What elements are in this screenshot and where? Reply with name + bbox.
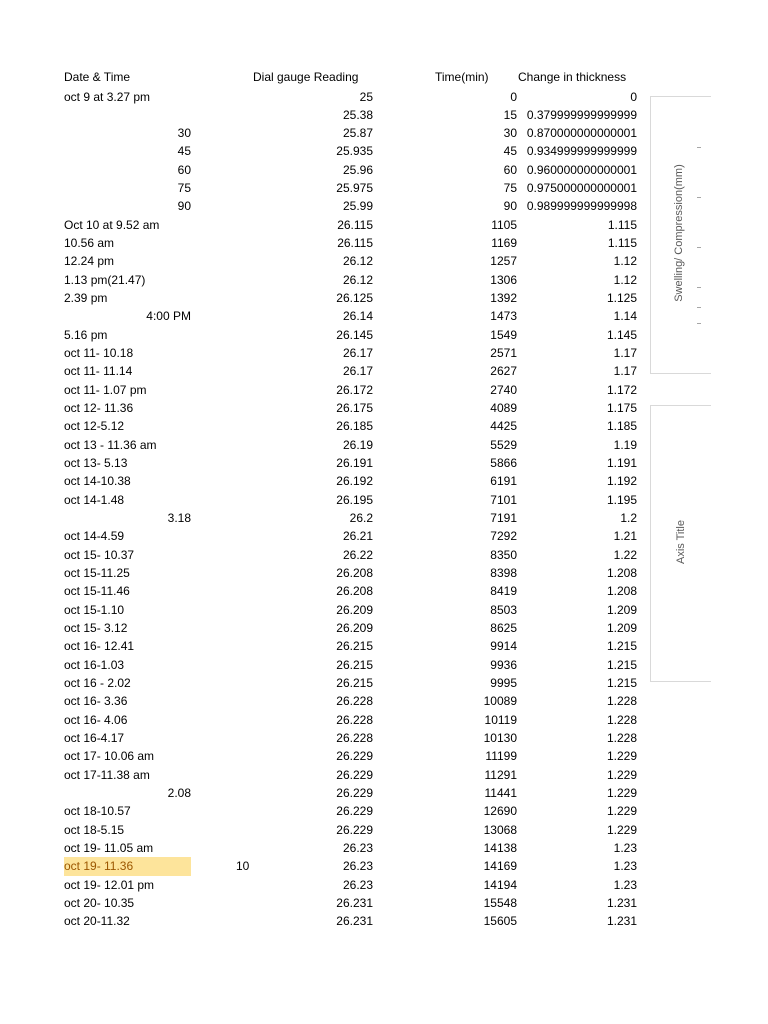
cell-time-min[interactable]: 1549 (490, 327, 517, 342)
cell-change-thickness[interactable]: 1.12 (613, 272, 637, 287)
table-row (0, 436, 700, 454)
table-row (0, 326, 700, 344)
table-row (0, 454, 700, 472)
cell-change-thickness[interactable]: 1.2 (620, 511, 637, 526)
cell-time-min[interactable]: 5529 (490, 437, 517, 452)
table-row (0, 637, 700, 655)
cell-date-time[interactable]: oct 17- 10.06 am (64, 749, 155, 764)
cell-dial-reading[interactable]: 26.215 (336, 657, 373, 672)
table-row (0, 179, 700, 197)
cell-dial-reading[interactable]: 26.2 (349, 511, 373, 526)
cell-time-min[interactable]: 8625 (490, 621, 517, 636)
cell-dial-reading[interactable]: 26.22 (342, 547, 373, 562)
cell-change-thickness[interactable]: 1.228 (606, 694, 637, 709)
cell-change-thickness[interactable]: 1.191 (606, 456, 637, 471)
cell-change-thickness[interactable]: 0.934999999999999 (526, 144, 637, 159)
cell-dial-reading[interactable]: 26.209 (336, 621, 373, 636)
table-row (0, 656, 700, 674)
cell-dial-reading[interactable]: 26.228 (336, 694, 373, 709)
cell-dial-reading[interactable]: 26.125 (336, 291, 373, 306)
cell-date-time[interactable]: oct 15-1.10 (64, 602, 125, 617)
cell-time-min[interactable]: 45 (503, 144, 517, 159)
table-row (0, 491, 700, 509)
cell-date-time[interactable]: oct 18-10.57 (64, 804, 131, 819)
cell-time-min[interactable]: 1392 (490, 291, 517, 306)
cell-dial-reading[interactable]: 25 (359, 89, 373, 104)
cell-time-min[interactable]: 9936 (490, 657, 517, 672)
table-row (0, 784, 700, 802)
cell-time-min[interactable]: 15605 (483, 914, 517, 929)
cell-change-thickness[interactable]: 1.23 (613, 841, 637, 856)
table-row (0, 271, 700, 289)
table-row (0, 546, 700, 564)
cell-dial-reading[interactable]: 26.21 (342, 529, 373, 544)
table-row (0, 216, 700, 234)
cell-date-time[interactable]: oct 12-5.12 (64, 419, 125, 434)
header-row (0, 68, 700, 86)
cell-change-thickness[interactable]: 1.229 (606, 804, 637, 819)
table-row (0, 344, 700, 362)
cell-change-thickness[interactable]: 1.229 (606, 786, 637, 801)
cell-dial-reading[interactable]: 26.228 (336, 731, 373, 746)
cell-date-time[interactable]: 2.08 (167, 786, 191, 801)
cell-dial-reading[interactable]: 26.208 (336, 566, 373, 581)
cell-time-min[interactable]: 1306 (490, 272, 517, 287)
cell-change-thickness[interactable]: 1.172 (606, 382, 637, 397)
cell-time-min[interactable]: 2571 (490, 346, 517, 361)
cell-change-thickness[interactable]: 1.208 (606, 566, 637, 581)
cell-time-min[interactable]: 9914 (490, 639, 517, 654)
cell-dial-reading[interactable]: 26.215 (336, 639, 373, 654)
cell-dial-reading[interactable]: 26.115 (337, 236, 373, 251)
cell-change-thickness[interactable]: 1.228 (606, 712, 637, 727)
cell-time-min[interactable]: 75 (503, 181, 517, 196)
cell-change-thickness[interactable]: 1.209 (606, 621, 637, 636)
cell-extra[interactable]: 10 (236, 859, 250, 874)
cell-date-time[interactable]: oct 19- 11.36 (64, 857, 191, 875)
cell-change-thickness[interactable]: 1.115 (607, 217, 637, 232)
cell-dial-reading[interactable]: 25.975 (336, 181, 373, 196)
cell-time-min[interactable]: 10089 (483, 694, 517, 709)
cell-dial-reading[interactable]: 25.935 (336, 144, 373, 159)
cell-date-time[interactable]: 1.13 pm(21.47) (64, 272, 146, 287)
cell-dial-reading[interactable]: 26.228 (336, 712, 373, 727)
cell-date-time[interactable]: oct 14-4.59 (64, 529, 125, 544)
cell-time-min[interactable]: 15 (503, 107, 517, 122)
cell-dial-reading[interactable]: 26.172 (336, 382, 373, 397)
cell-time-min[interactable]: 4425 (490, 419, 517, 434)
cell-date-time[interactable]: oct 13- 5.13 (64, 456, 128, 471)
table-row (0, 509, 700, 527)
table-row (0, 417, 700, 435)
cell-date-time[interactable]: 3.18 (167, 511, 191, 526)
cell-dial-reading[interactable]: 26.229 (336, 767, 373, 782)
cell-time-min[interactable]: 7101 (490, 492, 517, 507)
cell-time-min[interactable]: 5866 (490, 456, 517, 471)
cell-change-thickness[interactable]: 1.185 (606, 419, 637, 434)
cell-date-time[interactable]: oct 9 at 3.27 pm (64, 89, 151, 104)
cell-date-time[interactable]: oct 11- 11.14 (64, 364, 133, 379)
cell-time-min[interactable]: 8503 (490, 602, 517, 617)
cell-dial-reading[interactable]: 26.19 (342, 437, 373, 452)
cell-dial-reading[interactable]: 26.209 (336, 602, 373, 617)
cell-change-thickness[interactable]: 1.175 (606, 401, 637, 416)
cell-dial-reading[interactable]: 26.208 (336, 584, 373, 599)
cell-change-thickness[interactable]: 1.23 (613, 859, 637, 874)
cell-change-thickness[interactable]: 1.21 (613, 529, 637, 544)
table-row (0, 527, 700, 545)
cell-time-min[interactable]: 90 (503, 199, 517, 214)
cell-time-min[interactable]: 4089 (490, 401, 517, 416)
cell-time-min[interactable]: 14169 (483, 859, 517, 874)
table-row (0, 729, 700, 747)
cell-change-thickness[interactable]: 1.231 (606, 914, 637, 929)
cell-date-time[interactable]: 2.39 pm (64, 291, 108, 306)
cell-change-thickness[interactable]: 1.229 (606, 749, 637, 764)
cell-time-min[interactable]: 1169 (491, 236, 517, 251)
cell-date-time[interactable] (64, 106, 191, 124)
cell-time-min[interactable]: 2627 (490, 364, 517, 379)
table-row (0, 88, 700, 106)
cell-change-thickness[interactable]: 1.228 (606, 731, 637, 746)
cell-date-time[interactable]: 45 (177, 144, 191, 159)
cell-time-min[interactable]: 14194 (483, 877, 517, 892)
cell-dial-reading[interactable]: 26.12 (342, 272, 373, 287)
chart1-axis-title[interactable]: Swelling/ Compression(mm) (673, 164, 685, 302)
cell-time-min[interactable]: 8419 (490, 584, 517, 599)
cell-date-time[interactable]: oct 19- 11.05 am (64, 841, 154, 856)
cell-date-time[interactable]: oct 16-1.03 (64, 657, 125, 672)
cell-date-time[interactable]: oct 15- 3.12 (64, 621, 128, 636)
cell-dial-reading[interactable]: 26.195 (336, 492, 373, 507)
cell-change-thickness[interactable]: 1.215 (606, 639, 637, 654)
cell-change-thickness[interactable]: 1.192 (606, 474, 637, 489)
table-row (0, 802, 700, 820)
cell-date-time[interactable]: 4:00 PM (146, 309, 191, 324)
cell-dial-reading[interactable]: 26.229 (336, 804, 373, 819)
chart1-tick (697, 323, 701, 324)
cell-dial-reading[interactable]: 26.145 (336, 327, 373, 342)
table-row (0, 711, 700, 729)
cell-time-min[interactable]: 6191 (490, 474, 517, 489)
cell-change-thickness[interactable]: 1.229 (606, 822, 637, 837)
cell-date-time[interactable]: 30 (177, 126, 191, 141)
cell-time-min[interactable]: 11291 (484, 767, 517, 782)
cell-date-time[interactable]: oct 14-1.48 (64, 492, 125, 507)
cell-time-min[interactable]: 0 (510, 89, 517, 104)
header-dial-gauge[interactable]: Dial gauge Reading (253, 70, 359, 84)
cell-time-min[interactable]: 13068 (483, 822, 517, 837)
cell-dial-reading[interactable]: 26.23 (342, 841, 373, 856)
cell-date-time[interactable]: oct 12- 11.36 (64, 401, 134, 416)
table-row (0, 876, 700, 894)
cell-date-time[interactable]: 90 (177, 199, 191, 214)
cell-date-time[interactable]: Oct 10 at 9.52 am (64, 217, 160, 232)
cell-date-time[interactable]: oct 11- 10.18 (64, 346, 134, 361)
cell-date-time[interactable]: oct 16- 3.36 (64, 694, 128, 709)
cell-date-time[interactable]: oct 16 - 2.02 (64, 676, 131, 691)
cell-time-min[interactable]: 60 (503, 162, 517, 177)
cell-date-time[interactable]: oct 14-10.38 (64, 474, 131, 489)
cell-change-thickness[interactable]: 1.22 (613, 547, 637, 562)
table-row (0, 362, 700, 380)
table-row (0, 124, 700, 142)
table-row (0, 894, 700, 912)
table-row (0, 582, 700, 600)
cell-dial-reading[interactable]: 26.231 (336, 896, 373, 911)
chart1-tick (697, 147, 701, 148)
cell-change-thickness[interactable]: 0.870000000000001 (526, 126, 637, 141)
cell-date-time[interactable]: 12.24 pm (64, 254, 115, 269)
cell-dial-reading[interactable]: 26.229 (336, 822, 373, 837)
table-row (0, 106, 700, 124)
cell-date-time[interactable]: oct 20-11.32 (64, 914, 130, 929)
cell-time-min[interactable]: 2740 (490, 382, 517, 397)
table-row (0, 674, 700, 692)
cell-change-thickness[interactable]: 1.231 (606, 896, 637, 911)
table-row (0, 142, 700, 160)
cell-time-min[interactable]: 11199 (485, 749, 517, 764)
cell-time-min[interactable]: 1473 (490, 309, 517, 324)
cell-time-min[interactable]: 14138 (483, 841, 517, 856)
header-time-min[interactable]: Time(min) (435, 70, 489, 84)
table-row (0, 857, 700, 875)
cell-dial-reading[interactable]: 26.231 (336, 914, 373, 929)
cell-change-thickness[interactable]: 1.229 (606, 767, 637, 782)
cell-date-time[interactable]: oct 15-11.25 (64, 566, 130, 581)
cell-change-thickness[interactable]: 0.379999999999999 (526, 107, 637, 122)
cell-dial-reading[interactable]: 25.38 (342, 107, 373, 122)
table-row (0, 564, 700, 582)
table-row (0, 161, 700, 179)
cell-change-thickness[interactable]: 1.209 (606, 602, 637, 617)
chart-secondary[interactable] (650, 405, 711, 682)
cell-time-min[interactable]: 7191 (490, 511, 517, 526)
chart1-tick (697, 307, 701, 308)
cell-date-time[interactable]: oct 16-4.17 (64, 731, 125, 746)
table-row (0, 252, 700, 270)
cell-dial-reading[interactable]: 26.191 (336, 456, 373, 471)
cell-time-min[interactable]: 15548 (483, 896, 517, 911)
cell-date-time[interactable]: oct 19- 12.01 pm (64, 877, 155, 892)
cell-date-time[interactable]: oct 13 - 11.36 am (64, 437, 157, 452)
cell-dial-reading[interactable]: 26.17 (342, 346, 373, 361)
cell-change-thickness[interactable]: 1.12 (613, 254, 637, 269)
chart1-tick (697, 247, 701, 248)
cell-time-min[interactable]: 10119 (484, 712, 517, 727)
cell-change-thickness[interactable]: 1.195 (606, 492, 637, 507)
cell-dial-reading[interactable]: 25.96 (342, 162, 373, 177)
cell-dial-reading[interactable]: 26.23 (342, 877, 373, 892)
cell-change-thickness[interactable]: 1.17 (613, 364, 637, 379)
table-row (0, 747, 700, 765)
cell-change-thickness[interactable]: 1.125 (606, 291, 637, 306)
cell-time-min[interactable]: 8398 (490, 566, 517, 581)
cell-dial-reading[interactable]: 26.14 (342, 309, 373, 324)
cell-date-time[interactable]: oct 11- 1.07 pm (64, 382, 147, 397)
cell-change-thickness[interactable]: 1.145 (606, 327, 637, 342)
table-row (0, 307, 700, 325)
cell-time-min[interactable]: 30 (503, 126, 517, 141)
cell-date-time[interactable]: oct 18-5.15 (64, 822, 125, 837)
chart1-tick (697, 287, 701, 288)
cell-date-time[interactable]: 75 (177, 181, 191, 196)
cell-date-time[interactable]: 10.56 am (64, 236, 115, 251)
cell-time-min[interactable]: 12690 (483, 804, 517, 819)
cell-dial-reading[interactable]: 26.23 (342, 859, 373, 874)
chart-swelling[interactable] (650, 96, 711, 374)
table-row (0, 766, 700, 784)
chart1-tick (697, 197, 701, 198)
table-row (0, 234, 700, 252)
table-row (0, 821, 700, 839)
table-row (0, 601, 700, 619)
cell-date-time[interactable]: oct 16- 4.06 (64, 712, 128, 727)
cell-time-min[interactable]: 11441 (484, 786, 517, 801)
cell-change-thickness[interactable]: 0 (630, 89, 637, 104)
cell-date-time[interactable]: 60 (177, 162, 191, 177)
table-row (0, 289, 700, 307)
cell-date-time[interactable]: 5.16 pm (64, 327, 108, 342)
cell-dial-reading[interactable]: 25.99 (342, 199, 373, 214)
cell-dial-reading[interactable]: 25.87 (342, 126, 373, 141)
table-row (0, 839, 700, 857)
table-row (0, 381, 700, 399)
cell-dial-reading[interactable]: 26.215 (336, 676, 373, 691)
cell-dial-reading[interactable]: 26.192 (336, 474, 373, 489)
cell-change-thickness[interactable]: 1.17 (613, 346, 637, 361)
table-row (0, 912, 700, 930)
cell-date-time[interactable]: oct 17-11.38 am (64, 767, 150, 782)
cell-change-thickness[interactable]: 0.960000000000001 (526, 162, 637, 177)
cell-change-thickness[interactable]: 1.215 (606, 657, 637, 672)
cell-change-thickness[interactable]: 0.989999999999998 (526, 199, 637, 214)
table-row (0, 399, 700, 417)
cell-dial-reading[interactable]: 26.17 (342, 364, 373, 379)
table-row (0, 197, 700, 215)
cell-time-min[interactable]: 9995 (490, 676, 517, 691)
cell-dial-reading[interactable]: 26.229 (336, 786, 373, 801)
header-change-thickness[interactable]: Change in thickness (518, 70, 627, 84)
table-row (0, 472, 700, 490)
cell-change-thickness[interactable]: 1.14 (613, 309, 637, 324)
cell-time-min[interactable]: 8350 (490, 547, 517, 562)
cell-date-time[interactable]: oct 15- 10.37 (64, 547, 135, 562)
cell-dial-reading[interactable]: 26.115 (337, 217, 373, 232)
cell-dial-reading[interactable]: 26.12 (342, 254, 373, 269)
table-row (0, 619, 700, 637)
cell-change-thickness[interactable]: 1.208 (606, 584, 637, 599)
cell-date-time[interactable]: oct 20- 10.35 (64, 896, 135, 911)
cell-time-min[interactable]: 10130 (483, 731, 517, 746)
cell-date-time[interactable]: oct 15-11.46 (64, 584, 130, 599)
cell-change-thickness[interactable]: 1.215 (606, 676, 637, 691)
cell-date-time[interactable]: oct 16- 12.41 (64, 639, 135, 654)
cell-change-thickness[interactable]: 0.975000000000001 (526, 181, 637, 196)
table-row (0, 692, 700, 710)
cell-dial-reading[interactable]: 26.175 (336, 401, 373, 416)
cell-dial-reading[interactable]: 26.185 (336, 419, 373, 434)
chart2-axis-title[interactable]: Axis Title (675, 520, 687, 565)
header-date-time[interactable]: Date & Time (64, 70, 131, 84)
cell-change-thickness[interactable]: 1.19 (613, 437, 637, 452)
cell-time-min[interactable]: 1105 (491, 217, 517, 232)
cell-dial-reading[interactable]: 26.229 (336, 749, 373, 764)
cell-change-thickness[interactable]: 1.23 (613, 877, 637, 892)
cell-change-thickness[interactable]: 1.115 (607, 236, 637, 251)
cell-time-min[interactable]: 1257 (490, 254, 517, 269)
cell-time-min[interactable]: 7292 (490, 529, 517, 544)
